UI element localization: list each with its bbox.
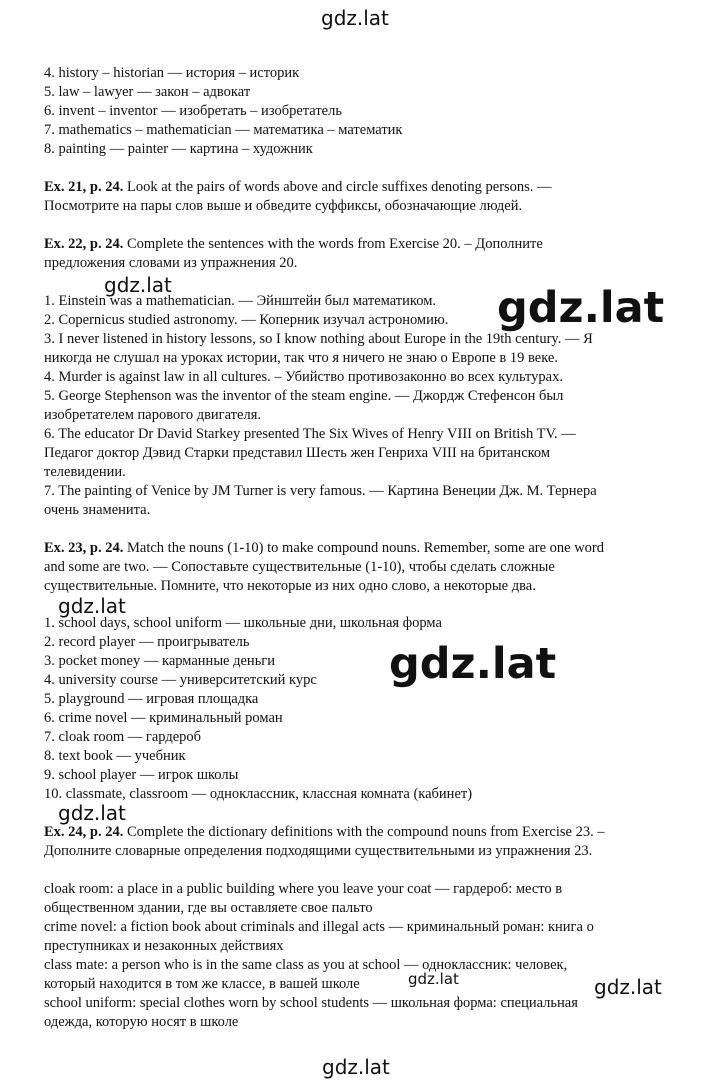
exercise-21-text: Look at the pairs of words above and circle suffixes denoting persons. —: [123, 179, 552, 195]
list-item: никогда не слушал на уроках истории, так что я ничего не знаю о Европе в 19 веке.: [44, 350, 558, 366]
list-item: изобретателем парового двигателя.: [44, 407, 261, 423]
list-item: преступниках и незаконных действиях: [44, 938, 284, 954]
exercise-24-text: Complete the dictionary definitions with the compound nouns from Exercise 23. –: [123, 824, 605, 840]
exercise-23-title: Ex. 23, p. 24.: [44, 540, 124, 556]
list-item: телевидении.: [44, 464, 126, 480]
list-item: 4. university course — университетский курс: [44, 672, 317, 688]
exercise-23-text-line: and some are two. — Сопоставьте существительные (1-10), чтобы сделать сложные: [44, 559, 555, 575]
list-item: 10. classmate, classroom — одноклассник, классная комната (кабинет): [44, 786, 473, 802]
list-item: 7. The painting of Venice by JM Turner is very famous. — Картина Венеции Дж. М. Тернера: [44, 483, 597, 499]
list-item: 9. school player — игрок школы: [44, 767, 239, 783]
exercise-22-heading: [44, 235, 543, 254]
exercise-21-heading: [44, 178, 552, 197]
list-item: 2. Copernicus studied astronomy. — Коперник изучал астрономию.: [44, 312, 449, 328]
list-item: 8. painting — painter — картина – художник: [44, 141, 313, 157]
exercise-21-title: Ex. 21, p. 24.: [44, 179, 124, 195]
list-item: cloak room: a place in a public building where you leave your coat — гардероб: место в: [44, 881, 563, 897]
list-item: 6. crime novel — криминальный роман: [44, 710, 283, 726]
list-item: 5. playground — игровая площадка: [44, 691, 259, 707]
list-item: Педагог доктор Дэвид Старки представил Шесть жен Генриха VIII на британском: [44, 445, 551, 461]
list-item: 1. Einstein was a mathematician. — Эйнштейн был математиком.: [44, 293, 436, 309]
list-item: очень знаменита.: [44, 502, 151, 518]
list-item: class mate: a person who is in the same class as you at school — одноклассник: человек,: [44, 957, 568, 973]
list-item: 5. George Stephenson was the inventor of the steam engine. — Джордж Стефенсон был: [44, 388, 564, 404]
list-item: 5. law – lawyer — закон – адвокат: [44, 84, 251, 100]
list-item: одежда, которую носят в школе: [44, 1014, 239, 1030]
list-item: school uniform: special clothes worn by school students — школьная форма: специальная: [44, 995, 578, 1011]
exercise-22-title: Ex. 22, p. 24.: [44, 236, 124, 252]
list-item: 3. pocket money — карманные деньги: [44, 653, 276, 669]
watermark: gdz.lat: [58, 594, 126, 618]
watermark-large: gdz.lat: [389, 639, 557, 689]
exercise-21-text-line: Посмотрите на пары слов выше и обведите суффиксы, обозначающие людей.: [44, 198, 523, 214]
exercise-22-text: Complete the sentences with the words from Exercise 20. – Дополните: [123, 236, 543, 252]
exercise-23-text: Match the nouns (1-10) to make compound nouns. Remember, some are one word: [123, 540, 604, 556]
list-item: 3. I never listened in history lessons, so I know nothing about Europe in the 19th century. — Я: [44, 331, 593, 347]
list-item: 2. record player — проигрыватель: [44, 634, 250, 650]
list-item: crime novel: a fiction book about criminals and illegal acts — криминальный роман: книга о: [44, 919, 594, 935]
list-item: 7. mathematics – mathematician — математика – математик: [44, 122, 403, 138]
watermark: gdz.lat: [408, 970, 459, 988]
list-item: общественном здании, где вы оставляете свое пальто: [44, 900, 373, 916]
list-item: 8. text book — учебник: [44, 748, 186, 764]
watermark: gdz.lat: [58, 801, 126, 825]
list-item: 7. cloak room — гардероб: [44, 729, 202, 745]
list-item: который находится в том же классе, в вашей школе: [44, 976, 360, 992]
watermark-large: gdz.lat: [497, 283, 665, 333]
watermark-top: gdz.lat: [321, 6, 389, 30]
exercise-24-heading: [44, 823, 605, 842]
list-item: 6. The educator Dr David Starkey presented The Six Wives of Henry VIII on British TV. —: [44, 426, 576, 442]
watermark-bottom: gdz.lat: [322, 1055, 390, 1079]
exercise-24-title: Ex. 24, p. 24.: [44, 824, 124, 840]
exercise-23-heading: [44, 539, 604, 558]
list-item: 1. school days, school uniform — школьные дни, школьная форма: [44, 615, 442, 631]
exercise-22-text-line: предложения словами из упражнения 20.: [44, 255, 298, 271]
list-item: 4. history – historian — история – историк: [44, 65, 300, 81]
list-item: 4. Murder is against law in all cultures. – Убийство противозаконно во всех культурах.: [44, 369, 563, 385]
watermark: gdz.lat: [104, 273, 172, 297]
watermark: gdz.lat: [594, 975, 662, 999]
exercise-23-text-line: существительные. Помните, что некоторые из них одно слово, а некоторые два.: [44, 578, 536, 594]
list-item: 6. invent – inventor — изобретать – изобретатель: [44, 103, 342, 119]
exercise-24-text-line: Дополните словарные определения подходящими существительными из упражнения 23.: [44, 843, 593, 859]
